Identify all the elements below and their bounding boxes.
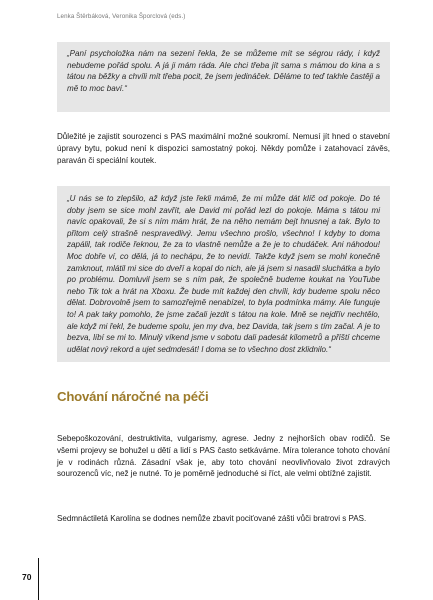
page-number: 70 bbox=[22, 572, 32, 582]
quote-box bbox=[57, 42, 390, 112]
body-paragraph: Sedmnáctiletá Karolína se dodnes nemůže zbavit pociťované zášti vůči bratrovi s PAS. bbox=[57, 514, 367, 523]
body-paragraph: Důležité je zajistit sourozenci s PAS maximální možné soukromí. Nemusí jít hned o stavební úpravy bytu, pokud není k dispozici samostatný pokoj. Někdy pomůže i zatahovací závěs, paraván či speciální koutek. bbox=[57, 132, 390, 165]
body-paragraph: Sebepoškozování, destruktivita, vulgarismy, agrese. Jedny z nejhorších obav rodičů. Se všemi projevy se bohužel u dětí a lidí s PAS často setkáváme. Míra tolerance tohoto chování je v rodinách různá. Zásadní však je, aby toto chování neovlivňovalo život zdravých sourozenců víc, než je nutné. To je poměrně jednoduché si říct, ale velmi obtížné zajistit. bbox=[57, 434, 390, 479]
page-margin-rule bbox=[38, 558, 39, 600]
quote-box bbox=[57, 186, 390, 362]
running-head: Lenka Štěrbáková, Veronika Šporclová (eds.) bbox=[57, 13, 186, 20]
quote-text: „U nás se to zlepšilo, až když jste řekli mámě, že mi může dát klíč od pokoje. Do té doby jsem se sice mohl zavřít, ale David mi pořád lezl do pokoje. Máma s tátou mi navíc opakovali, že si s ním mám hrát, že na něho nemám bejt hnusnej a tak. Bylo to přitom celý strašně nespravedlivý. Jemu všechno prošlo, všechno! I kdyby to doma zapálil, tak rodiče řeknou, že za to vlastně nemůže a že je to chudáček. Ani náhodou! Moc dobře ví, co dělá, já to nechápu, že to nevidí. Takže když jsem se mohl konečně zamknout, mlátil mi sice do dveří a kopal do nich, ale já jsem si nasadil sluchátka a bylo po problému. Domluvil jsem se s ním pak, že společně budeme koukat na YouTube nebo Tik tok a hrát na Xboxu. Že bude mít každej den chvíli, kdy budeme spolu něco dělat. Dobrovolně jsem to samozřejmě nenabízel, to byla podmínka mámy. Ale funguje to! A pak taky pomohlo, že jsme začali jezdit s tátou na kole. Mně se nejdřív nechtělo, ale když mi řekl, že budeme spolu, jen my dva, bez Davida, tak jsem s tím začal. A je to bezva, líbí se mi to. Minulý víkend jsme v sobotu dali padesát kilometrů a příští chceme udělat nový rekord a ujet sedmdesát! I doma se to všechno dost zklidnilo.“ bbox=[67, 194, 380, 354]
section-heading: Chování náročné na péči bbox=[57, 389, 209, 404]
quote-text: „Paní psycholožka nám na sezení řekla, že se můžeme mít se ségrou rády, i když nebudeme pořád spolu. A já ji mám ráda. Ale chci třeba jít sama s mámou do kina a s tátou na běžky a chvíli mít třeba pocit, že jsem jedináček. Děláme to teď takhle častěji a mě to moc baví.“ bbox=[67, 49, 380, 93]
